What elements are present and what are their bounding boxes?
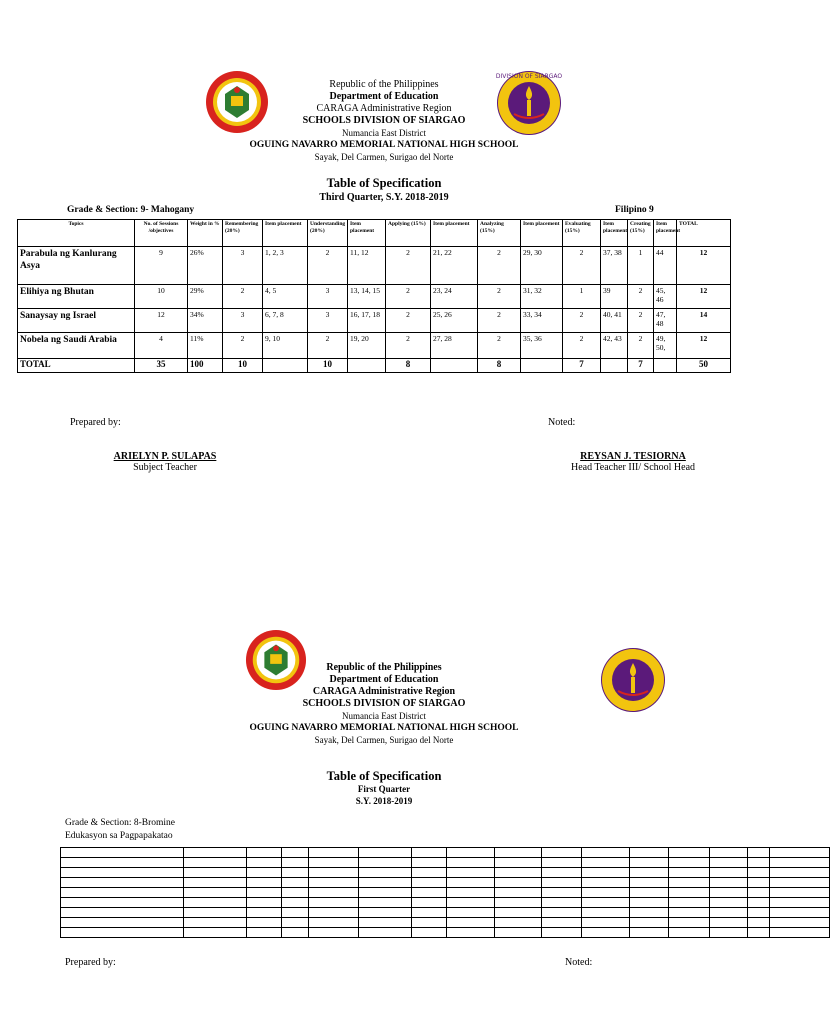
creating-cell: 2 <box>628 309 654 333</box>
topic-cell: Nobela ng Saudi Arabia <box>18 333 135 359</box>
page2-letterhead <box>0 662 768 746</box>
page2-title: Table of Specification <box>326 769 442 783</box>
empty-cell <box>263 359 308 373</box>
item-placement-cell: 6, 7, 8 <box>263 309 308 333</box>
region-line: CARAGA Administrative Region <box>312 686 456 697</box>
address-line: Sayak, Del Carmen, Surigao del Norte <box>314 735 454 745</box>
item-placement-cell: 13, 14, 15 <box>348 285 386 309</box>
noter-role: Head Teacher III/ School Head <box>570 462 696 473</box>
preparer-signature-block <box>90 451 240 473</box>
topic-cell: Elihiya ng Bhutan <box>18 285 135 309</box>
grade-section-label: Grade & Section: 9- Mahogany <box>67 205 195 215</box>
seal-ring-text: DIVISION OF SIARGAO <box>495 73 563 80</box>
weight-total-cell: 100 <box>188 359 223 373</box>
topic-cell: Sanaysay ng Israel <box>18 309 135 333</box>
item-placement-cell: 47, 48 <box>654 309 677 333</box>
weight-cell: 11% <box>188 333 223 359</box>
header-cell: Weight in % <box>188 220 223 247</box>
item-placement-cell: 37, 38 <box>601 247 628 285</box>
address-line: Sayak, Del Carmen, Surigao del Norte <box>314 152 454 162</box>
item-placement-cell: 25, 26 <box>431 309 478 333</box>
division-line: SCHOOLS DIVISION OF SIARGAO <box>302 115 466 126</box>
table-row <box>61 888 830 898</box>
item-placement-cell: 33, 34 <box>521 309 563 333</box>
evaluating-total-cell: 7 <box>563 359 601 373</box>
republic-line: Republic of the Philippines <box>329 79 439 90</box>
item-placement-cell: 42, 43 <box>601 333 628 359</box>
analyzing-cell: 2 <box>478 247 521 285</box>
applying-cell: 2 <box>386 247 431 285</box>
item-placement-cell: 40, 41 <box>601 309 628 333</box>
header-cell: Applying (15%) <box>386 220 431 247</box>
grand-total-cell: 50 <box>677 359 731 373</box>
subject-label: Filipino 9 <box>615 205 654 215</box>
sessions-cell: 10 <box>135 285 188 309</box>
header-cell: Remembering (20%) <box>223 220 263 247</box>
evaluating-cell: 2 <box>563 333 601 359</box>
subject-label: Edukasyon sa Pagpapakatao <box>65 831 173 841</box>
district-line: Numancia East District <box>342 711 426 721</box>
noter-name: REYSAN J. TESIORNA <box>580 451 686 462</box>
item-placement-cell: 44 <box>654 247 677 285</box>
applying-total-cell: 8 <box>386 359 431 373</box>
remembering-cell: 2 <box>223 333 263 359</box>
school-line: OGUING NAVARRO MEMORIAL NATIONAL HIGH SCHOOL <box>249 140 519 150</box>
district-line: Numancia East District <box>342 128 426 138</box>
department-line: Department of Education <box>329 674 439 685</box>
header-cell: Topics <box>18 220 135 247</box>
total-cell: 14 <box>677 309 731 333</box>
republic-line: Republic of the Philippines <box>326 662 442 673</box>
item-placement-cell: 45, 46 <box>654 285 677 309</box>
item-placement-cell: 11, 12 <box>348 247 386 285</box>
remembering-cell: 2 <box>223 285 263 309</box>
empty-cell <box>348 359 386 373</box>
weight-cell: 34% <box>188 309 223 333</box>
header-cell: Item placement <box>263 220 308 247</box>
item-placement-cell: 23, 24 <box>431 285 478 309</box>
table-row <box>18 309 731 333</box>
header-cell: Item placement <box>431 220 478 247</box>
remembering-cell: 3 <box>223 247 263 285</box>
table-row <box>61 848 830 858</box>
remembering-cell: 3 <box>223 309 263 333</box>
sessions-total-cell: 35 <box>135 359 188 373</box>
understanding-cell: 3 <box>308 285 348 309</box>
sessions-cell: 12 <box>135 309 188 333</box>
item-placement-cell: 21, 22 <box>431 247 478 285</box>
header-cell: Item placement <box>601 220 628 247</box>
topic-cell: Parabula ng Kanlurang Asya <box>18 247 135 285</box>
creating-cell: 2 <box>628 333 654 359</box>
applying-cell: 2 <box>386 333 431 359</box>
header-cell: No. of Sessions /objectives <box>135 220 188 247</box>
analyzing-total-cell: 8 <box>478 359 521 373</box>
item-placement-cell: 19, 20 <box>348 333 386 359</box>
empty-cell <box>654 359 677 373</box>
evaluating-cell: 1 <box>563 285 601 309</box>
header-cell: TOTAL <box>677 220 731 247</box>
division-line: SCHOOLS DIVISION OF SIARGAO <box>302 698 466 709</box>
page2-school-year: S.Y. 2018-2019 <box>355 796 413 806</box>
item-placement-cell: 31, 32 <box>521 285 563 309</box>
weight-cell: 29% <box>188 285 223 309</box>
prepared-by-label: Prepared by: <box>65 957 116 968</box>
item-placement-cell: 49, 50, <box>654 333 677 359</box>
specification-table <box>17 219 731 373</box>
table-row <box>61 898 830 908</box>
total-cell: 12 <box>677 333 731 359</box>
understanding-cell: 2 <box>308 333 348 359</box>
weight-cell: 26% <box>188 247 223 285</box>
table-row <box>61 858 830 868</box>
header-cell: Analyzing (15%) <box>478 220 521 247</box>
header-cell: Evaluating (15%) <box>563 220 601 247</box>
analyzing-cell: 2 <box>478 333 521 359</box>
empty-cell <box>601 359 628 373</box>
grade-section-label: Grade & Section: 8-Bromine <box>65 818 176 828</box>
page1-subtitle: Third Quarter, S.Y. 2018-2019 <box>319 192 449 203</box>
prepared-by-label: Prepared by: <box>70 417 121 428</box>
evaluating-cell: 2 <box>563 309 601 333</box>
understanding-cell: 3 <box>308 309 348 333</box>
analyzing-cell: 2 <box>478 285 521 309</box>
table-row <box>61 918 830 928</box>
preparer-role: Subject Teacher <box>133 462 197 473</box>
page1-title: Table of Specification <box>326 176 442 190</box>
analyzing-cell: 2 <box>478 309 521 333</box>
header-cell: Understanding (20%) <box>308 220 348 247</box>
applying-cell: 2 <box>386 285 431 309</box>
item-placement-cell: 1, 2, 3 <box>263 247 308 285</box>
noted-label: Noted: <box>548 417 576 428</box>
sessions-cell: 4 <box>135 333 188 359</box>
empty-cell <box>431 359 478 373</box>
table-row <box>61 908 830 918</box>
total-cell: 12 <box>677 247 731 285</box>
creating-cell: 1 <box>628 247 654 285</box>
creating-total-cell: 7 <box>628 359 654 373</box>
understanding-cell: 2 <box>308 247 348 285</box>
header-cell: Creating (15%) <box>628 220 654 247</box>
remembering-total-cell: 10 <box>223 359 263 373</box>
total-label-cell: TOTAL <box>18 359 135 373</box>
applying-cell: 2 <box>386 309 431 333</box>
item-placement-cell: 16, 17, 18 <box>348 309 386 333</box>
item-placement-cell: 29, 30 <box>521 247 563 285</box>
page2-quarter: First Quarter <box>357 784 411 794</box>
blank-specification-table <box>60 847 830 938</box>
table-row <box>18 247 731 285</box>
page1-letterhead <box>0 79 768 163</box>
evaluating-cell: 2 <box>563 247 601 285</box>
creating-cell: 2 <box>628 285 654 309</box>
department-line: Department of Education <box>329 91 439 102</box>
noted-label: Noted: <box>565 957 593 968</box>
total-cell: 12 <box>677 285 731 309</box>
item-placement-cell: 4, 5 <box>263 285 308 309</box>
item-placement-cell: 39 <box>601 285 628 309</box>
table-row <box>61 928 830 938</box>
header-cell: Item placement <box>348 220 386 247</box>
empty-cell <box>521 359 563 373</box>
noter-signature-block <box>548 451 718 473</box>
header-cell: Item placement <box>654 220 677 247</box>
region-line: CARAGA Administrative Region <box>316 103 452 114</box>
table-header-row <box>18 220 731 247</box>
sessions-cell: 9 <box>135 247 188 285</box>
table-row <box>18 333 731 359</box>
table-row <box>18 285 731 309</box>
item-placement-cell: 9, 10 <box>263 333 308 359</box>
table-row <box>61 878 830 888</box>
table-row <box>61 868 830 878</box>
understanding-total-cell: 10 <box>308 359 348 373</box>
school-line: OGUING NAVARRO MEMORIAL NATIONAL HIGH SCHOOL <box>249 723 519 733</box>
item-placement-cell: 27, 28 <box>431 333 478 359</box>
preparer-name: ARIELYN P. SULAPAS <box>113 451 217 462</box>
header-cell: Item placement <box>521 220 563 247</box>
item-placement-cell: 35, 36 <box>521 333 563 359</box>
table-total-row <box>18 359 731 373</box>
